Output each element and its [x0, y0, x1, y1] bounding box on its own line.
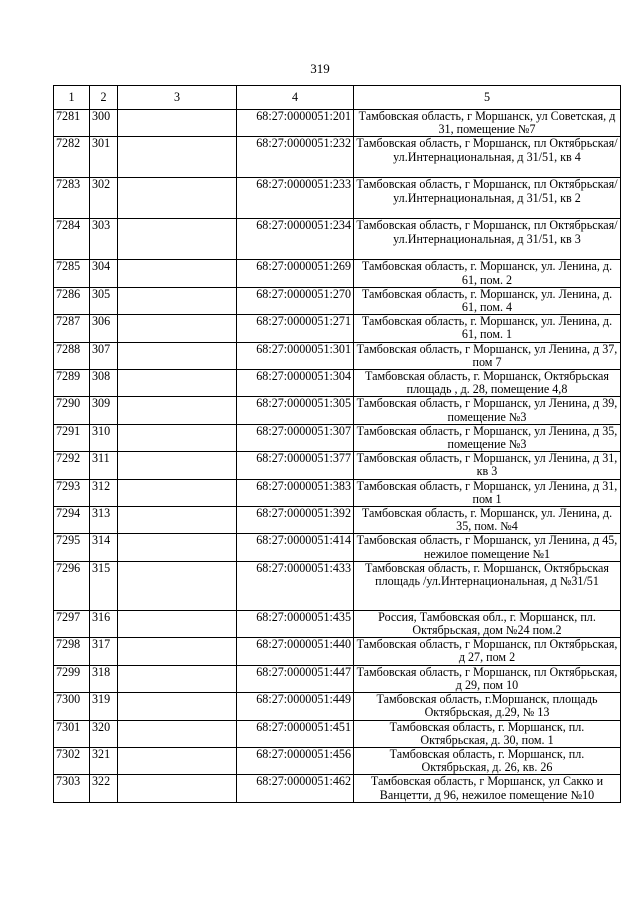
empty-cell — [118, 479, 237, 506]
empty-cell — [118, 260, 237, 287]
row-index-cell: 7288 — [54, 342, 90, 369]
cadastral-number-cell: 68:27:0000051:433 — [237, 561, 354, 610]
row-number-cell: 315 — [90, 561, 118, 610]
cadastral-number-cell: 68:27:0000051:447 — [237, 665, 354, 692]
row-number-cell: 314 — [90, 534, 118, 561]
row-number-cell: 300 — [90, 110, 118, 137]
row-number-cell: 312 — [90, 479, 118, 506]
table-row — [54, 638, 621, 665]
table-row — [54, 178, 621, 219]
row-number-cell: 310 — [90, 424, 118, 451]
row-index-cell: 7299 — [54, 665, 90, 692]
row-number-cell: 311 — [90, 452, 118, 479]
column-header: 2 — [90, 86, 118, 110]
empty-cell — [118, 665, 237, 692]
row-number-cell: 319 — [90, 693, 118, 720]
table-row — [54, 424, 621, 451]
header-row — [54, 86, 621, 110]
row-index-cell: 7285 — [54, 260, 90, 287]
address-cell: Тамбовская область, г Моршанск, ул Сакко и Ванцетти, д 96, нежилое помещение №10 — [354, 775, 621, 802]
row-index-cell: 7291 — [54, 424, 90, 451]
table-body — [54, 110, 621, 803]
empty-cell — [118, 342, 237, 369]
table-row — [54, 720, 621, 747]
empty-cell — [118, 561, 237, 610]
address-cell: Тамбовская область, г. Моршанск, Октябрьская площадь /ул.Интернациональная, д №31/51 — [354, 561, 621, 610]
address-cell: Тамбовская область, г Моршанск, ул Ленина, д 35, помещение №3 — [354, 424, 621, 451]
cadastral-number-cell: 68:27:0000051:414 — [237, 534, 354, 561]
cadastral-number-cell: 68:27:0000051:234 — [237, 219, 354, 260]
row-index-cell: 7295 — [54, 534, 90, 561]
row-index-cell: 7286 — [54, 287, 90, 314]
address-cell: Тамбовская область, г Моршанск, пл Октябрьская, д 27, пом 2 — [354, 638, 621, 665]
address-cell: Тамбовская область, г Моршанск, пл Октябрьская/ул.Интернациональная, д 31/51, кв 4 — [354, 137, 621, 178]
address-cell: Тамбовская область, г. Моршанск, ул. Ленина, д. 35, пом. №4 — [354, 507, 621, 534]
table-row — [54, 110, 621, 137]
table-row — [54, 397, 621, 424]
cadastral-number-cell: 68:27:0000051:449 — [237, 693, 354, 720]
row-number-cell: 317 — [90, 638, 118, 665]
registry-table — [53, 85, 621, 803]
empty-cell — [118, 507, 237, 534]
row-index-cell: 7283 — [54, 178, 90, 219]
table-row — [54, 219, 621, 260]
row-index-cell: 7302 — [54, 747, 90, 774]
address-cell: Тамбовская область, г Моршанск, ул Ленина, д 31, пом 1 — [354, 479, 621, 506]
address-cell: Тамбовская область, г Моршанск, ул Ленина, д 37, пом 7 — [354, 342, 621, 369]
row-number-cell: 304 — [90, 260, 118, 287]
cadastral-number-cell: 68:27:0000051:269 — [237, 260, 354, 287]
empty-cell — [118, 219, 237, 260]
cadastral-number-cell: 68:27:0000051:307 — [237, 424, 354, 451]
row-number-cell: 308 — [90, 370, 118, 397]
row-index-cell: 7300 — [54, 693, 90, 720]
cadastral-number-cell: 68:27:0000051:451 — [237, 720, 354, 747]
row-index-cell: 7297 — [54, 610, 90, 637]
cadastral-number-cell: 68:27:0000051:301 — [237, 342, 354, 369]
table-header — [54, 86, 621, 110]
address-cell: Тамбовская область, г. Моршанск, пл. Октябрьская, д. 30, пом. 1 — [354, 720, 621, 747]
empty-cell — [118, 747, 237, 774]
table-row — [54, 370, 621, 397]
table-row — [54, 561, 621, 610]
row-index-cell: 7289 — [54, 370, 90, 397]
row-number-cell: 318 — [90, 665, 118, 692]
row-number-cell: 305 — [90, 287, 118, 314]
cadastral-number-cell: 68:27:0000051:305 — [237, 397, 354, 424]
row-index-cell: 7303 — [54, 775, 90, 802]
row-index-cell: 7292 — [54, 452, 90, 479]
table-row — [54, 452, 621, 479]
column-header: 3 — [118, 86, 237, 110]
row-number-cell: 306 — [90, 315, 118, 342]
table-row — [54, 315, 621, 342]
cadastral-number-cell: 68:27:0000051:392 — [237, 507, 354, 534]
cadastral-number-cell: 68:27:0000051:462 — [237, 775, 354, 802]
table-row — [54, 287, 621, 314]
address-cell: Тамбовская область, г Моршанск, ул Советская, д 31, помещение №7 — [354, 110, 621, 137]
empty-cell — [118, 287, 237, 314]
row-number-cell: 303 — [90, 219, 118, 260]
cadastral-number-cell: 68:27:0000051:201 — [237, 110, 354, 137]
row-number-cell: 320 — [90, 720, 118, 747]
empty-cell — [118, 137, 237, 178]
cadastral-number-cell: 68:27:0000051:377 — [237, 452, 354, 479]
empty-cell — [118, 638, 237, 665]
cadastral-number-cell: 68:27:0000051:271 — [237, 315, 354, 342]
row-index-cell: 7284 — [54, 219, 90, 260]
row-index-cell: 7301 — [54, 720, 90, 747]
cadastral-number-cell: 68:27:0000051:383 — [237, 479, 354, 506]
row-index-cell: 7293 — [54, 479, 90, 506]
address-cell: Тамбовская область, г Моршанск, пл Октябрьская/ул.Интернациональная, д 31/51, кв 2 — [354, 178, 621, 219]
column-header: 5 — [354, 86, 621, 110]
address-cell: Тамбовская область, г. Моршанск, Октябрьская площадь , д. 28, помещение 4,8 — [354, 370, 621, 397]
address-cell: Тамбовская область, г. Моршанск, ул. Ленина, д. 61, пом. 2 — [354, 260, 621, 287]
row-number-cell: 313 — [90, 507, 118, 534]
empty-cell — [118, 370, 237, 397]
table-row — [54, 342, 621, 369]
table-row — [54, 137, 621, 178]
table-row — [54, 775, 621, 802]
empty-cell — [118, 720, 237, 747]
address-cell: Тамбовская область, г Моршанск, пл Октябрьская/ул.Интернациональная, д 31/51, кв 3 — [354, 219, 621, 260]
empty-cell — [118, 693, 237, 720]
address-cell: Тамбовская область, г. Моршанск, ул. Ленина, д. 61, пом. 1 — [354, 315, 621, 342]
table-row — [54, 479, 621, 506]
table-row — [54, 610, 621, 637]
column-header: 4 — [237, 86, 354, 110]
row-number-cell: 301 — [90, 137, 118, 178]
empty-cell — [118, 610, 237, 637]
cadastral-number-cell: 68:27:0000051:270 — [237, 287, 354, 314]
cadastral-number-cell: 68:27:0000051:435 — [237, 610, 354, 637]
row-index-cell: 7298 — [54, 638, 90, 665]
row-number-cell: 321 — [90, 747, 118, 774]
address-cell: Россия, Тамбовская обл., г. Моршанск, пл. Октябрьская, дом №24 пом.2 — [354, 610, 621, 637]
empty-cell — [118, 452, 237, 479]
address-cell: Тамбовская область, г Моршанск, ул Ленина, д 31, кв 3 — [354, 452, 621, 479]
table-row — [54, 747, 621, 774]
address-cell: Тамбовская область, г.Моршанск, площадь Октябрьская, д.29, № 13 — [354, 693, 621, 720]
table-row — [54, 665, 621, 692]
cadastral-number-cell: 68:27:0000051:456 — [237, 747, 354, 774]
address-cell: Тамбовская область, г Моршанск, пл Октябрьская, д 29, пом 10 — [354, 665, 621, 692]
empty-cell — [118, 424, 237, 451]
row-index-cell: 7290 — [54, 397, 90, 424]
cadastral-number-cell: 68:27:0000051:232 — [237, 137, 354, 178]
table-row — [54, 260, 621, 287]
empty-cell — [118, 775, 237, 802]
row-number-cell: 302 — [90, 178, 118, 219]
cadastral-number-cell: 68:27:0000051:233 — [237, 178, 354, 219]
cadastral-number-cell: 68:27:0000051:440 — [237, 638, 354, 665]
empty-cell — [118, 110, 237, 137]
row-index-cell: 7281 — [54, 110, 90, 137]
table-row — [54, 693, 621, 720]
row-number-cell: 316 — [90, 610, 118, 637]
table-row — [54, 534, 621, 561]
address-cell: Тамбовская область, г. Моршанск, ул. Ленина, д. 61, пом. 4 — [354, 287, 621, 314]
cadastral-number-cell: 68:27:0000051:304 — [237, 370, 354, 397]
row-number-cell: 307 — [90, 342, 118, 369]
row-number-cell: 322 — [90, 775, 118, 802]
row-index-cell: 7282 — [54, 137, 90, 178]
column-header: 1 — [54, 86, 90, 110]
page-number: 319 — [310, 61, 330, 76]
row-index-cell: 7296 — [54, 561, 90, 610]
address-cell: Тамбовская область, г. Моршанск, пл. Октябрьская, д. 26, кв. 26 — [354, 747, 621, 774]
row-number-cell: 309 — [90, 397, 118, 424]
table-row — [54, 507, 621, 534]
address-cell: Тамбовская область, г Моршанск, ул Ленина, д 39, помещение №3 — [354, 397, 621, 424]
empty-cell — [118, 397, 237, 424]
empty-cell — [118, 315, 237, 342]
row-index-cell: 7287 — [54, 315, 90, 342]
address-cell: Тамбовская область, г Моршанск, ул Ленина, д 45, нежилое помещение №1 — [354, 534, 621, 561]
empty-cell — [118, 534, 237, 561]
empty-cell — [118, 178, 237, 219]
row-index-cell: 7294 — [54, 507, 90, 534]
